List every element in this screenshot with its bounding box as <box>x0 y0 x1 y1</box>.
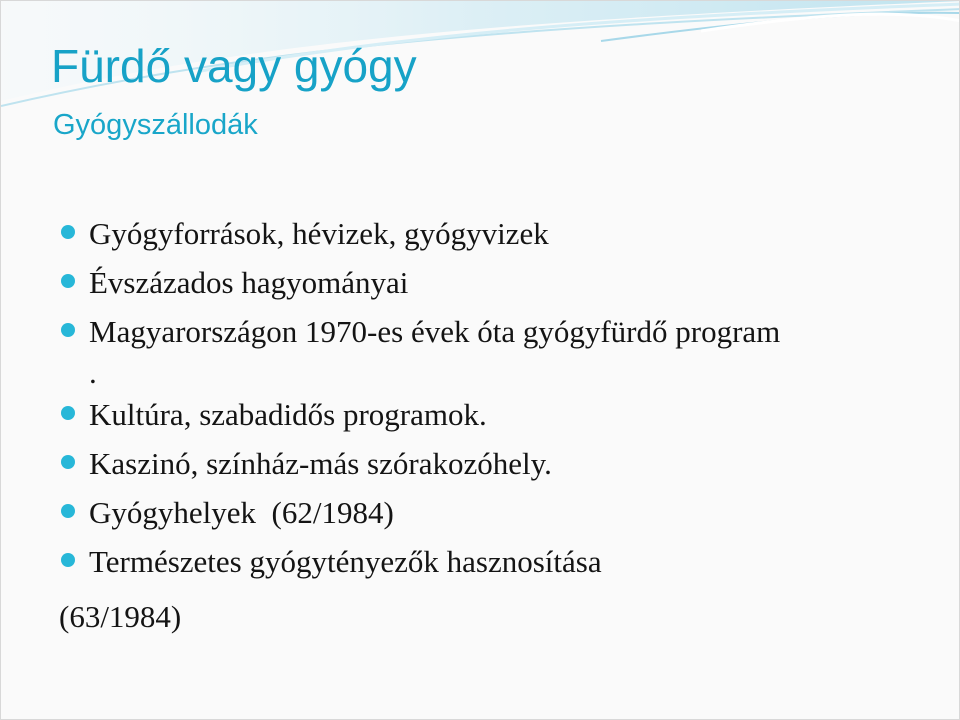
bullet-text: Magyarországon 1970-es évek óta gyógyfürdő program <box>89 314 781 349</box>
slide-title: Fürdő vagy gyógy <box>51 40 417 92</box>
bullet-item <box>1 537 960 586</box>
bullet-text: Kaszinó, színház-más szórakozóhely. <box>89 446 552 481</box>
bullet-item <box>1 439 960 488</box>
bullet-item <box>1 390 960 439</box>
bullet-text: Természetes gyógytényezők hasznosítása <box>89 544 602 579</box>
bullet-item <box>1 488 960 537</box>
bullet-continuation: . <box>89 355 97 390</box>
bullet-dot-icon <box>61 225 75 239</box>
bullet-dot-icon <box>61 274 75 288</box>
trailing-text: (63/1984) <box>59 599 182 634</box>
bullet-item <box>1 209 960 258</box>
bullet-dot-icon <box>61 504 75 518</box>
bullet-dot-icon <box>61 323 75 337</box>
bullet-dot-icon <box>61 553 75 567</box>
bullet-item <box>1 258 960 307</box>
bullet-item <box>1 307 960 390</box>
bullet-text: Kultúra, szabadidős programok. <box>89 397 487 432</box>
bullet-text: Gyógyhelyek (62/1984) <box>89 495 394 530</box>
slide-subtitle: Gyógyszállodák <box>53 109 258 141</box>
bullet-text: Gyógyforrások, hévizek, gyógyvizek <box>89 216 549 251</box>
bullet-dot-icon <box>61 406 75 420</box>
bullet-list <box>1 209 960 586</box>
bullet-text: Évszázados hagyományai <box>89 265 409 300</box>
bullet-dot-icon <box>61 455 75 469</box>
